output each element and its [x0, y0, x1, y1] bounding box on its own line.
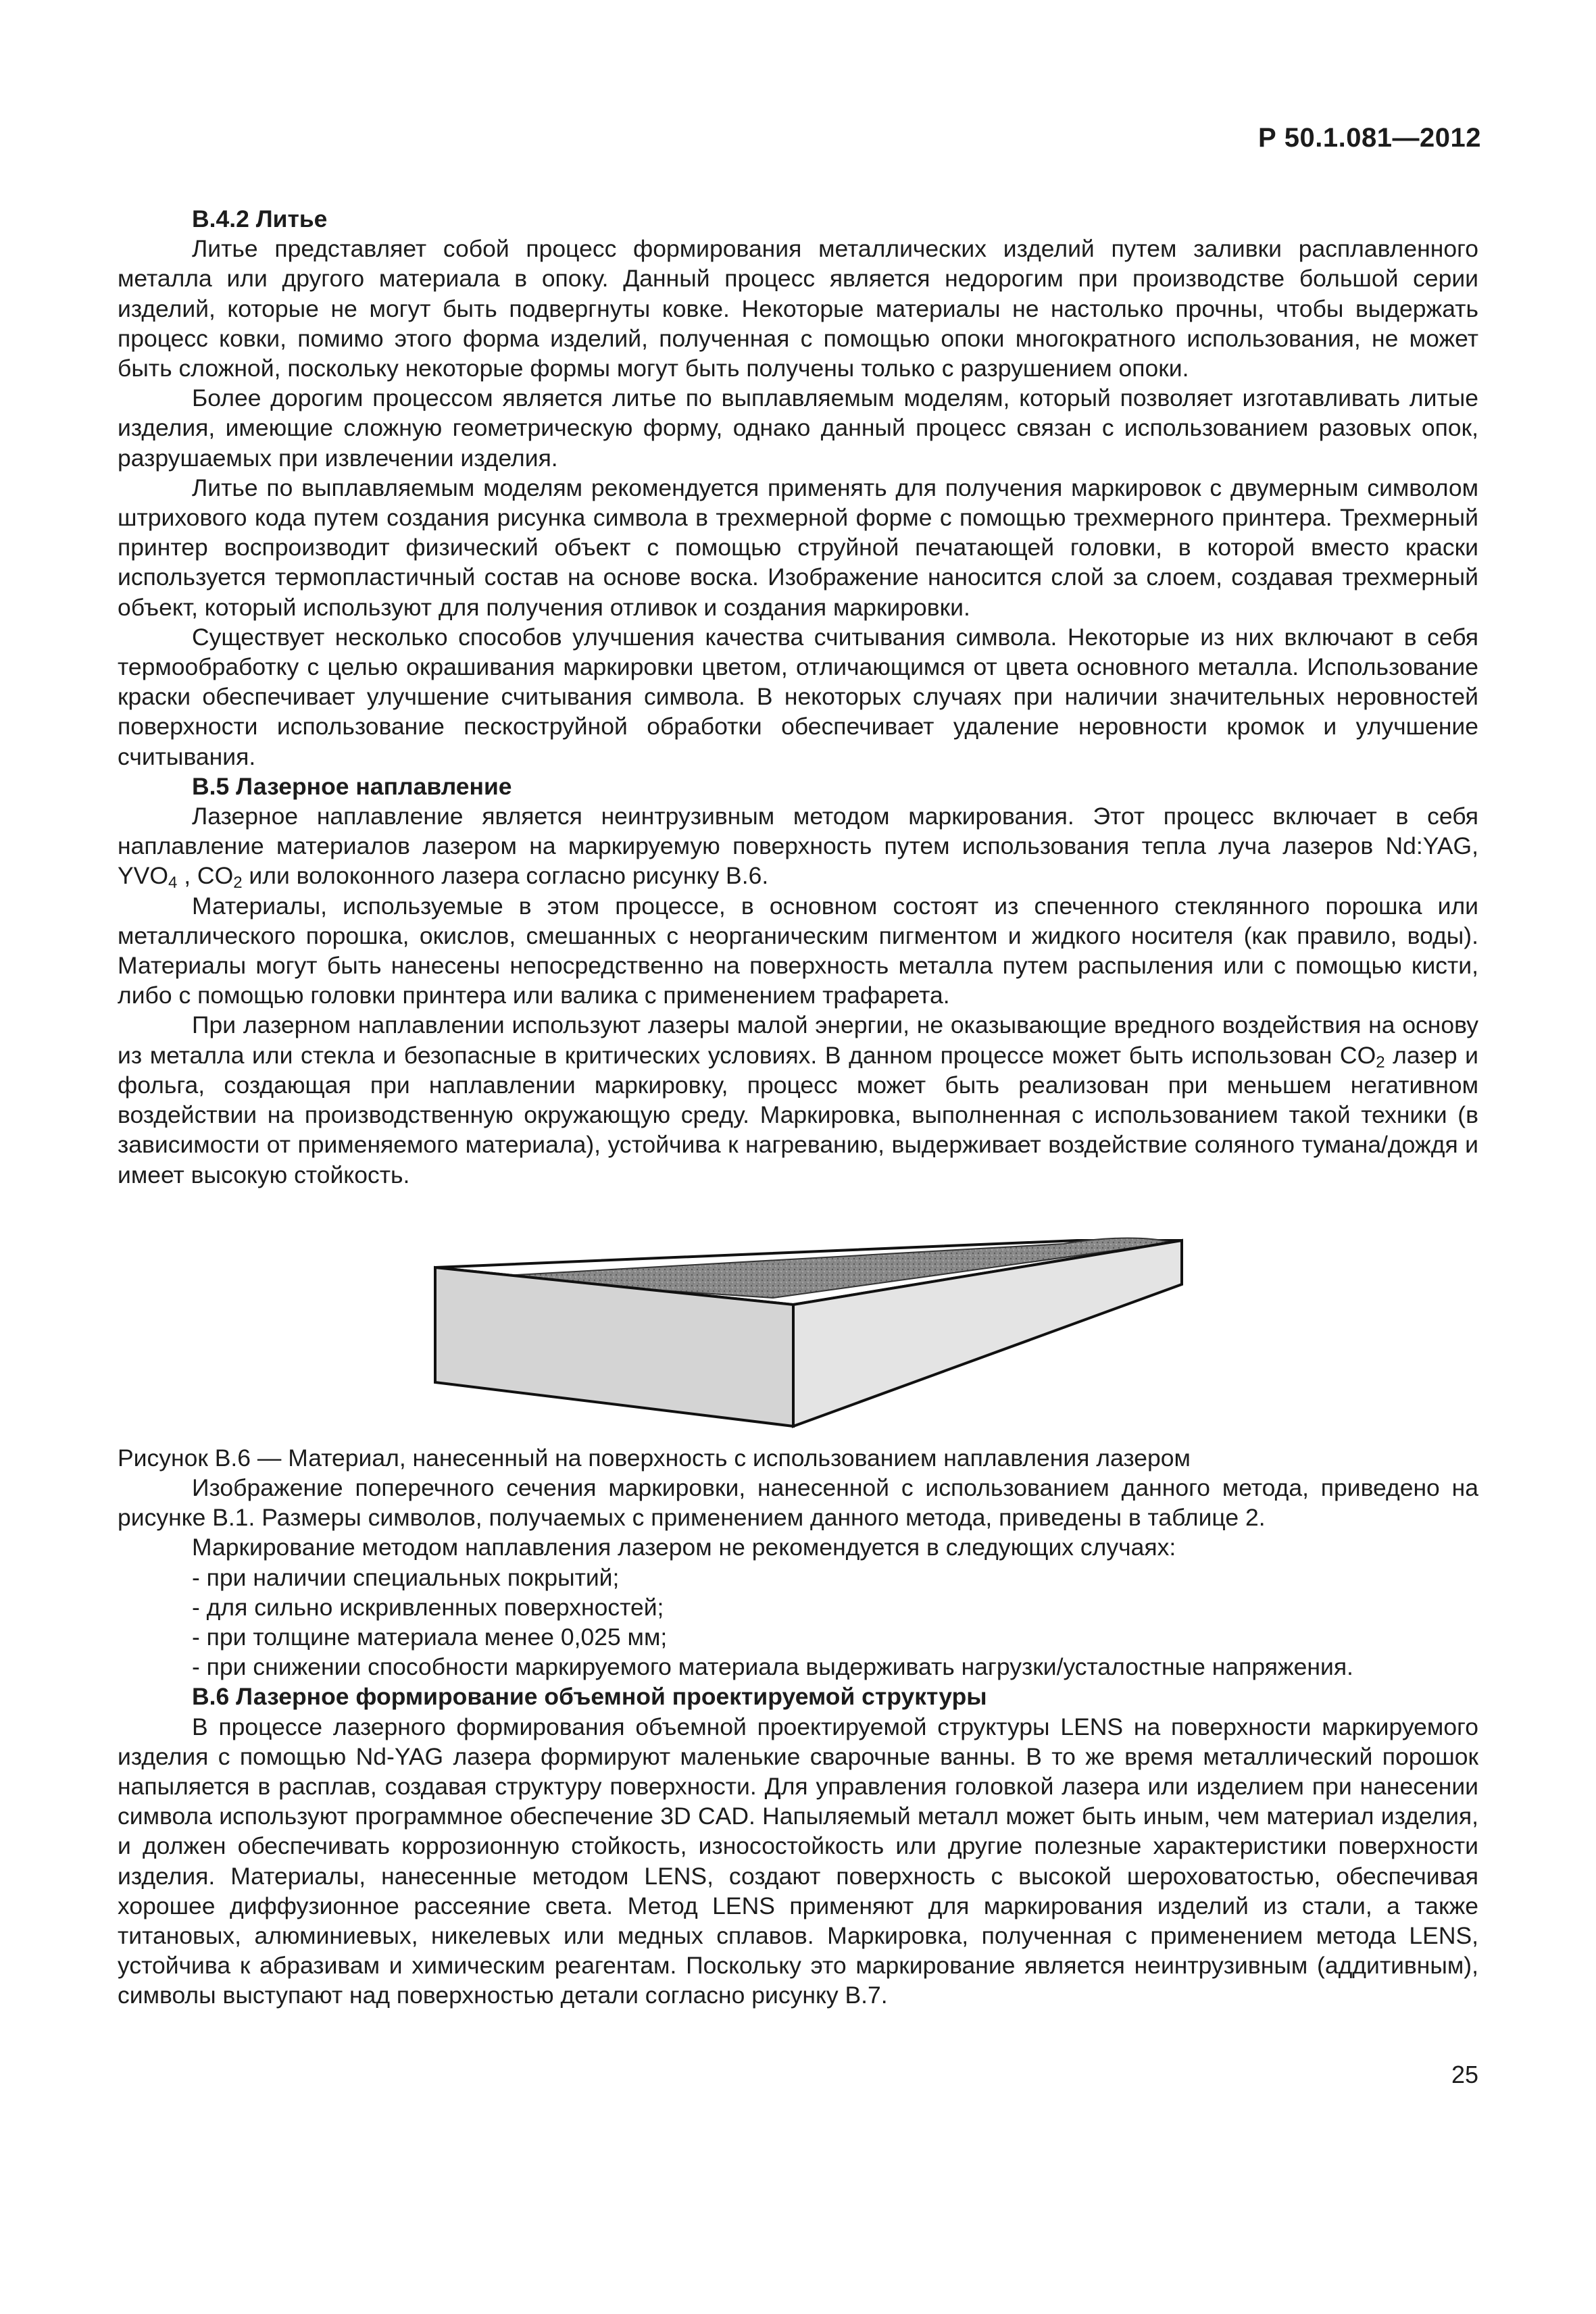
paragraph: При лазерном наплавлении используют лазеры малой энергии, не оказывающие вредного воздействия на основу из металла или стекла и безопасные в критических условиях. В данном процессе может быть использован $CO_2$ лазер и фольга, создающая при наплавлении маркировку, процесс может быть реализован при меньшем негативном воздействии на производственную окружающую среду. Маркировка, выполненная с использованием такой техники (в зависимости от применяемого материала), устойчива к нагреванию, выдерживает воздействие соляного тумана/дождя и имеет высокую стойкость. — [118, 1011, 1478, 1188]
section-heading-b5: В.5 Лазерное наплавление — [192, 772, 512, 800]
paragraph: Литье по выплавляемым моделям рекомендуется применять для получения маркировок с двумерным символом штрихового кода путем создания рисунка символа в трехмерной форме с помощью трехмерного принтера. Трехмерный принтер воспроизводит физический объект с помощью струйной печатающей головки, в которой вместо краски используется термопластичный состав на основе воска. Изображение наносится слой за слоем, создавая трехмерный объект, который используют для получения отливок и создания маркировки. — [118, 474, 1478, 621]
list-item: - при толщине материала менее 0,025 мм; — [192, 1623, 668, 1651]
material-deposit-illustration — [118, 1203, 1478, 1443]
section-heading-b6: В.6 Лазерное формирование объемной проектируемой структуры — [192, 1683, 987, 1711]
document-code: Р 50.1.081—2012 — [1258, 123, 1481, 153]
paragraph: Лазерное наплавление является неинтрузивным методом маркирования. Этот процесс включает в себя наплавление материалов лазером на маркируемую поверхность путем использования тепла луча лазеров Nd:YAG, $YVO_4$ , $CO_2$ или волоконного лазера согласно рисунку В.6. — [118, 803, 1478, 892]
page-content — [118, 204, 1478, 2011]
paragraph: Материалы, используемые в этом процессе, в основном состоят из спеченного стеклянного порошка или металлического порошка, окислов, смешанных с неорганическим пигментом и жидкого носителя (как правило, воды). Материалы могут быть нанесены непосредственно на поверхность металла путем распыления или с помощью кисти, либо с помощью головки принтера или валика с применением трафарета. — [118, 892, 1478, 1009]
section-heading-b42: В.4.2 Литье — [192, 205, 328, 232]
list-item: - при наличии специальных покрытий; — [192, 1563, 620, 1591]
paragraph: Существует несколько способов улучшения качества считывания символа. Некоторые из них включают в себя термообработку с целью окрашивания маркировки цветом, отличающимся от цвета основного металла. Использование краски обеспечивает улучшение считывания символа. В некоторых случаях при наличии значительных неровностей поверхности использование пескоструйной обработки обеспечивает удаление неровности кромок и улучшение считывания. — [118, 623, 1478, 770]
paragraph: Более дорогим процессом является литье по выплавляемым моделям, который позволяет изготавливать литые изделия, имеющие сложную геометрическую форму, однако данный процесс связан с использованием разовых опок, разрушаемых при извлечении изделия. — [118, 384, 1478, 472]
paragraph: Литье представляет собой процесс формирования металлических изделий путем заливки расплавленного металла или другого материала в опоку. Данный процесс является недорогим при производстве большой серии изделий, которые не могут быть подвергнуты ковке. Некоторые материалы не настолько прочны, чтобы выдержать процесс ковки, помимо этого форма изделий, полученная с помощью опоки многократного использования, не может быть сложной, поскольку некоторые формы могут быть получены только с разрушением опоки. — [118, 235, 1478, 382]
figure-b6-illustration — [118, 1203, 1478, 1443]
paragraph: В процессе лазерного формирования объемной проектируемой структуры LENS на поверхности маркируемого изделия с помощью Nd-YAG лазера формируют маленькие сварочные ванны. В то же время металлический порошок напыляется в расплав, создавая структуру поверхности. Для управления головкой лазера или изделием при нанесении символа используют программное обеспечение 3D CAD. Напыляемый металл может быть иным, чем материал изделия, и должен обеспечивать коррозионную стойкость, износостойкость или другие полезные характеристики поверхности изделия. Материалы, нанесенные методом LENS, создают поверхность с высокой шероховатостью, обеспечивая хорошее диффузионное рассеяние света. Метод LENS применяют для маркирования изделий из стали, а также титановых, алюминиевых, никелевых или медных сплавов. Маркировка, полученная с применением метода LENS, устойчива к абразивам и химическим реагентам. Поскольку это маркирование является неинтрузивным (аддитивным), символы выступают над поверхностью детали согласно рисунку В.7. — [118, 1713, 1478, 2009]
page-number: 25 — [1451, 2061, 1478, 2088]
paragraph: Изображение поперечного сечения маркировки, нанесенной с использованием данного метода, приведено на рисунке В.1. Размеры символов, получаемых с применением данного метода, приведены в таблице 2. — [118, 1474, 1478, 1532]
list-item: - при снижении способности маркируемого материала выдерживать нагрузки/усталостные напряжения. — [192, 1653, 1353, 1681]
list-item: - для сильно искривленных поверхностей; — [192, 1593, 664, 1621]
figure-caption: Рисунок В.6 — Материал, нанесенный на поверхность с использованием наплавления лазером — [118, 1444, 1191, 1472]
paragraph: Маркирование методом наплавления лазером не рекомендуется в следующих случаях: — [192, 1534, 1176, 1561]
